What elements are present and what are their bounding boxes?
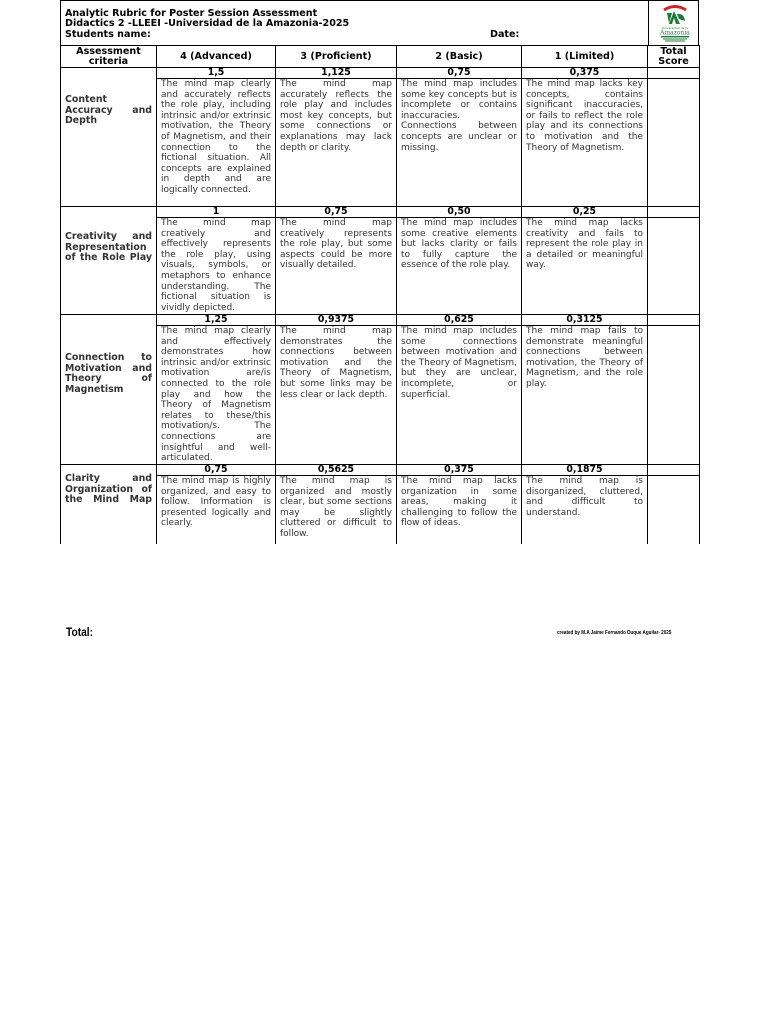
total-score-header: Total Score xyxy=(648,46,700,68)
criterion-cell xyxy=(61,315,157,465)
level-cell xyxy=(157,465,276,544)
level-cell xyxy=(397,68,522,207)
university-logo-icon xyxy=(655,4,695,44)
score-value: 0,375 xyxy=(522,68,647,79)
total-label: Total: xyxy=(66,625,94,639)
criterion-label: Clarity and Organization of the Mind Map xyxy=(65,473,152,506)
criterion-label: Connection to Motivation and Theory of Magnetism xyxy=(65,352,152,395)
descriptor-text: The mind map is disorganized, cluttered, and difficult to understand. xyxy=(526,476,643,518)
score-value: 0,75 xyxy=(276,207,396,218)
criterion-cell xyxy=(61,68,157,207)
proficient-header: 3 (Proficient) xyxy=(276,46,397,68)
level-cell xyxy=(397,465,522,544)
rubric-table xyxy=(60,45,700,544)
criteria-header: Assessment criteria xyxy=(61,46,157,68)
basic-header: 2 (Basic) xyxy=(397,46,522,68)
score-value: 1,25 xyxy=(157,315,275,326)
svg-text:Universidad de la: Universidad de la xyxy=(661,26,689,30)
level-cell xyxy=(522,68,648,207)
total-score-cell[interactable] xyxy=(648,68,700,207)
criterion-label: Content Accuracy and Depth xyxy=(65,94,152,127)
level-cell xyxy=(397,315,522,465)
score-value: 1 xyxy=(157,207,275,218)
level-cell xyxy=(157,68,276,207)
total-score-cell[interactable] xyxy=(648,315,700,465)
score-value: 0,1875 xyxy=(522,465,647,476)
svg-text:Amazonia: Amazonia xyxy=(660,29,690,37)
logo-cell xyxy=(648,1,699,46)
score-value: 0,5625 xyxy=(276,465,396,476)
score-value: 1,125 xyxy=(276,68,396,79)
descriptor-text: The mind map lacks creativity and fails to represent the role play in a detailed or meaningful way. xyxy=(526,218,643,271)
descriptor-text: The mind map is highly organized, and easy to follow. Information is presented logically and clearly. xyxy=(161,476,271,529)
rubric-row xyxy=(61,315,700,465)
score-value: 0,375 xyxy=(397,465,521,476)
criterion-cell xyxy=(61,465,157,544)
descriptor-text: The mind map demonstrates the connections between motivation and the Theory of Magnetism, but some links may be less clear or lack depth. xyxy=(280,326,392,400)
author-credit: created by M.A Jaime Fernando Duque Aguilar- 2025 xyxy=(557,630,672,636)
score-value: 0,75 xyxy=(157,465,275,476)
score-value: 0,625 xyxy=(397,315,521,326)
level-cell xyxy=(276,465,397,544)
rubric-title: Analytic Rubric for Poster Session Assessment xyxy=(65,8,318,19)
total-score-cell[interactable] xyxy=(648,465,700,544)
level-cell xyxy=(157,315,276,465)
course-line: Didactics 2 -LLEEI -Universidad de la Amazonia-2025 xyxy=(65,18,350,29)
descriptor-text: The mind map includes some creative elements but lacks clarity or fails to fully capture the essence of the role play. xyxy=(401,218,517,271)
descriptor-text: The mind map lacks key concepts, contains significant inaccuracies, or fails to reflect the role play and its connections to motivation and the Theory of Magnetism. xyxy=(526,79,643,153)
criterion-label: Creativity and Representation of the Role Play xyxy=(65,231,152,264)
level-cell xyxy=(522,465,648,544)
descriptor-text: The mind map creatively represents the role play, but some aspects could be more visually detailed. xyxy=(280,218,392,271)
descriptor-text: The mind map clearly and effectively demonstrates how intrinsic and/or extrinsic motivation are/is connected to the role play and how the Theory of Magnetism relates to these/this motivation/s. The connections are insightful and well-articulated. xyxy=(161,326,271,464)
descriptor-text: The mind map creatively and effectively represents the role play, using visuals, symbols, or metaphors to enhance understanding. The fictional situation is vividly depicted. xyxy=(161,218,271,313)
level-cell xyxy=(522,207,648,315)
score-value: 0,9375 xyxy=(276,315,396,326)
level-cell xyxy=(276,207,397,315)
descriptor-text: The mind map fails to demonstrate meaningful connections between motivation, the Theory of Magnetism, and the role play. xyxy=(526,326,643,389)
level-cell xyxy=(522,315,648,465)
rubric-row xyxy=(61,465,700,544)
limited-header: 1 (Limited) xyxy=(522,46,648,68)
level-cell xyxy=(157,207,276,315)
descriptor-text: The mind map includes some key concepts but is incomplete or contains inaccuracies. Connections between concepts are unclear or missing. xyxy=(401,79,517,153)
score-value: 0,25 xyxy=(522,207,647,218)
rubric-header xyxy=(60,0,699,45)
date-label: Date: xyxy=(490,29,520,40)
level-cell xyxy=(397,207,522,315)
descriptor-text: The mind map accurately reflects the role play and includes most key concepts, but some connections or explanations may lack depth or clarity. xyxy=(280,79,392,153)
score-value: 1,5 xyxy=(157,68,275,79)
advanced-header: 4 (Advanced) xyxy=(157,46,276,68)
descriptor-text: The mind map lacks organization in some areas, making it challenging to follow the flow of ideas. xyxy=(401,476,517,529)
rubric-row xyxy=(61,207,700,315)
rubric-sheet xyxy=(60,0,699,544)
score-value: 0,3125 xyxy=(522,315,647,326)
score-value: 0,50 xyxy=(397,207,521,218)
criterion-cell xyxy=(61,207,157,315)
rubric-row xyxy=(61,68,700,207)
descriptor-text: The mind map is organized and mostly clear, but some sections may be slightly cluttered or difficult to follow. xyxy=(280,476,392,539)
level-cell xyxy=(276,315,397,465)
total-score-cell[interactable] xyxy=(648,207,700,315)
descriptor-text: The mind map includes some connections between motivation and the Theory of Magnetism, but they are unclear, incomplete, or superficial. xyxy=(401,326,517,400)
students-name-label: Students name: xyxy=(65,29,151,40)
level-cell xyxy=(276,68,397,207)
score-value: 0,75 xyxy=(397,68,521,79)
descriptor-text: The mind map clearly and accurately reflects the role play, including intrinsic and/or extrinsic motivation, the Theory of Magnetism, and their connection to the fictional situation. All concepts are explained in depth and are logically connected. xyxy=(161,79,271,195)
